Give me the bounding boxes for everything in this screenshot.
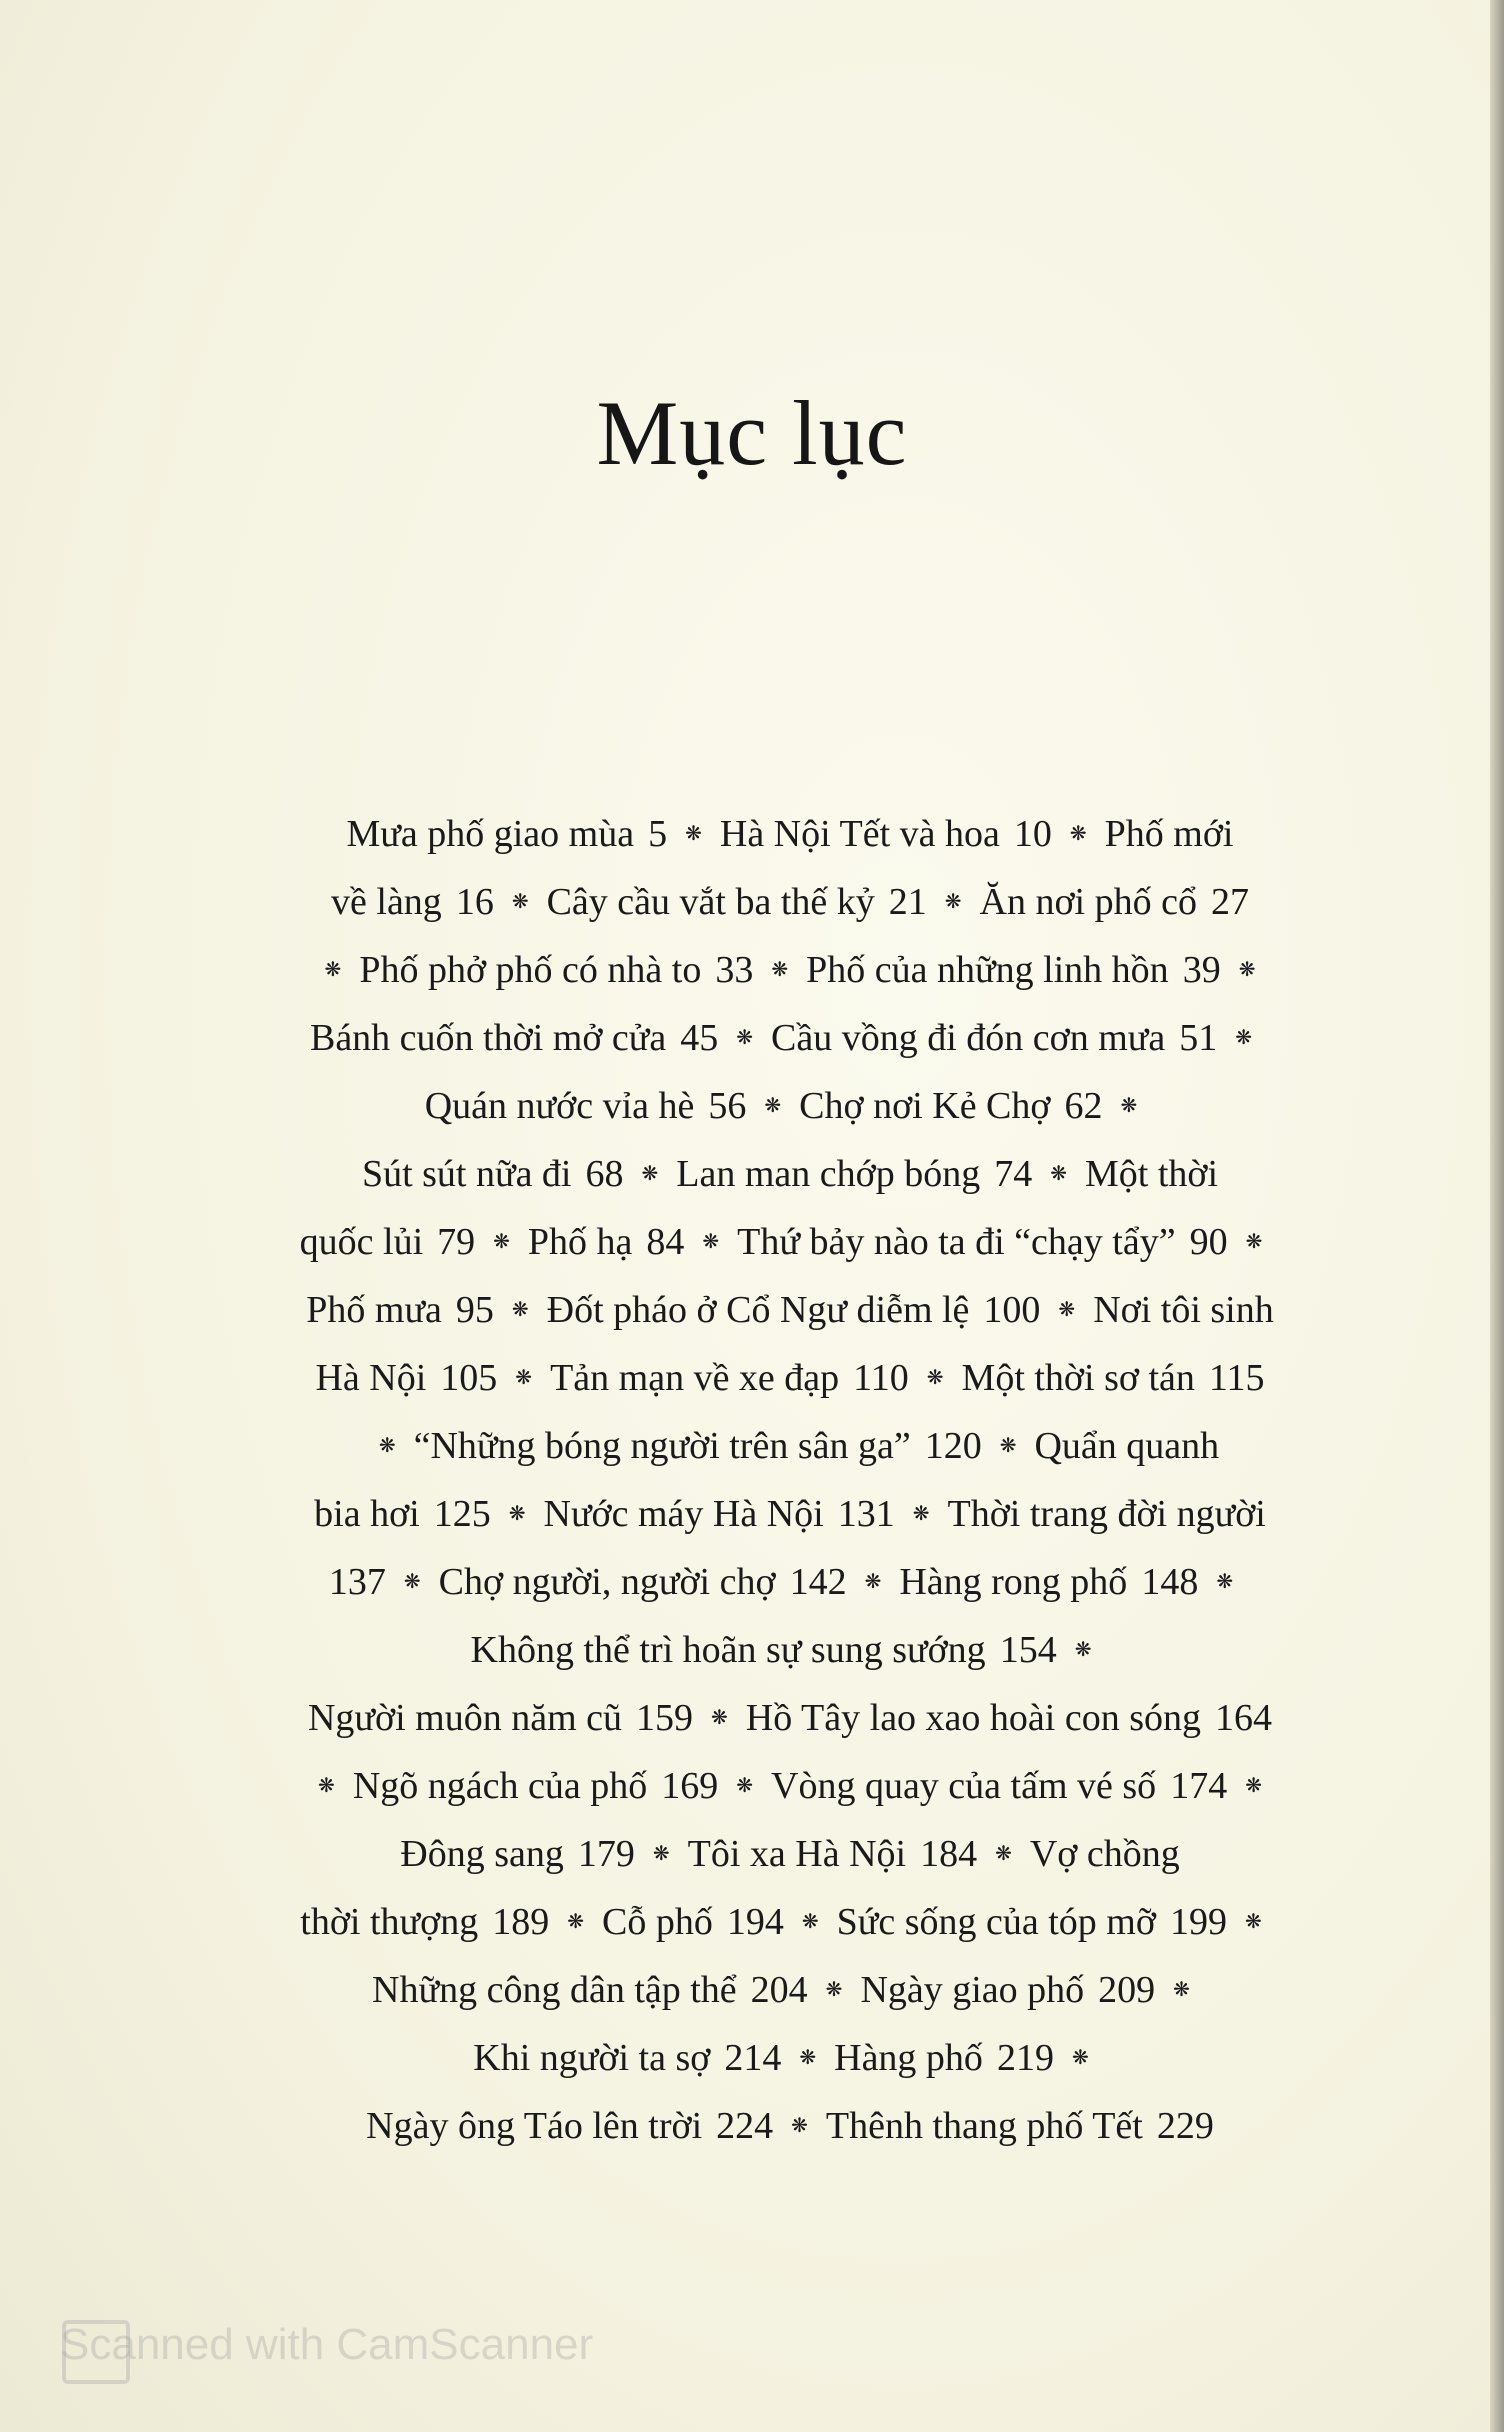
toc-entry-title: Phố mới bbox=[1104, 813, 1234, 855]
toc-entry-title: Hà Nội bbox=[315, 1357, 427, 1399]
bullet-separator-icon: ❋ bbox=[1216, 1571, 1234, 1593]
toc-entry-title: Vòng quay của tấm vé số bbox=[771, 1765, 1157, 1807]
bullet-separator-icon: ❋ bbox=[641, 1163, 659, 1185]
toc-entry-title: Lan man chớp bóng bbox=[676, 1153, 981, 1195]
bullet-separator-icon: ❋ bbox=[736, 1027, 754, 1049]
toc-page-number: 209 bbox=[1098, 1969, 1156, 2011]
toc-page-number: 142 bbox=[789, 1561, 847, 1603]
toc-page-number: 110 bbox=[853, 1357, 909, 1399]
toc-page-number: 179 bbox=[577, 1833, 635, 1875]
toc-page-number: 10 bbox=[1013, 813, 1052, 855]
toc-line bbox=[200, 1004, 1380, 1072]
page-edge bbox=[1490, 0, 1504, 2432]
toc-line bbox=[200, 1072, 1380, 1140]
toc-entry-title: Ngày giao phố bbox=[860, 1969, 1085, 2011]
toc-entry-title: Hà Nội Tết và hoa bbox=[719, 813, 1000, 855]
toc-page-number: 169 bbox=[661, 1765, 719, 1807]
toc-entry-title: Tôi xa Hà Nội bbox=[687, 1833, 907, 1875]
toc-entry-title: Quẩn quanh bbox=[1034, 1425, 1220, 1467]
toc-page-number: 79 bbox=[437, 1221, 476, 1263]
toc-entry-title: Phố hạ bbox=[527, 1221, 633, 1263]
toc-page-number: 125 bbox=[433, 1493, 491, 1535]
bullet-separator-icon: ❋ bbox=[799, 2047, 817, 2069]
scanner-watermark: Scanned with CamScanner bbox=[60, 2320, 594, 2369]
bullet-separator-icon: ❋ bbox=[493, 1231, 510, 1253]
toc-entry-title: Hàng rong phố bbox=[899, 1561, 1128, 1603]
bullet-separator-icon: ❋ bbox=[515, 1367, 533, 1389]
toc-entry-title: “Những bóng người trên sân ga” bbox=[413, 1425, 911, 1467]
toc-entry-title: Ngõ ngách của phố bbox=[352, 1765, 648, 1807]
toc-line bbox=[200, 1140, 1380, 1208]
toc-entry-title: Cây cầu vắt ba thế kỷ bbox=[546, 881, 875, 923]
bullet-separator-icon: ❋ bbox=[825, 1979, 843, 2001]
toc-page-number: 148 bbox=[1141, 1561, 1199, 1603]
toc-line bbox=[200, 1752, 1380, 1820]
toc-page-number: 159 bbox=[636, 1697, 694, 1739]
toc-page-number: 219 bbox=[996, 2037, 1054, 2079]
toc-entry-title: Cỗ phố bbox=[602, 1901, 713, 1943]
toc-entry-title: Phố mưa bbox=[306, 1289, 442, 1331]
bullet-separator-icon: ❋ bbox=[567, 1911, 584, 1933]
bullet-separator-icon: ❋ bbox=[1245, 1775, 1262, 1797]
toc-entry-title: Bánh cuốn thời mở cửa bbox=[309, 1017, 667, 1059]
toc-line bbox=[200, 1956, 1380, 2024]
toc-entry-title: Không thể trì hoãn sự sung sướng bbox=[470, 1629, 986, 1671]
toc-entry-title: Tản mạn về xe đạp bbox=[550, 1357, 840, 1399]
bullet-separator-icon: ❋ bbox=[764, 1095, 782, 1117]
bullet-separator-icon: ❋ bbox=[771, 959, 789, 981]
bullet-separator-icon: ❋ bbox=[511, 1299, 529, 1321]
toc-entry-title: Sút sút nữa đi bbox=[361, 1153, 572, 1195]
bullet-separator-icon: ❋ bbox=[999, 1435, 1017, 1457]
bullet-separator-icon: ❋ bbox=[702, 1231, 720, 1253]
bullet-separator-icon: ❋ bbox=[801, 1911, 819, 1933]
toc-page-number: 120 bbox=[924, 1425, 982, 1467]
bullet-separator-icon: ❋ bbox=[511, 891, 529, 913]
toc-entry-title: thời thượng bbox=[300, 1901, 479, 1943]
toc-line bbox=[200, 1208, 1380, 1276]
toc-entry-title: Thời trang đời người bbox=[947, 1493, 1266, 1535]
toc-page-number: 100 bbox=[983, 1289, 1041, 1331]
toc-entry-title: Những công dân tập thể bbox=[372, 1969, 737, 2011]
toc-entry-title: Một thời sơ tán bbox=[961, 1357, 1195, 1399]
toc-page-number: 154 bbox=[999, 1629, 1057, 1671]
toc-entry-title: Thênh thang phố Tết bbox=[825, 2105, 1143, 2147]
toc-page-number: 184 bbox=[920, 1833, 978, 1875]
toc-entry-title: Thứ bảy nào ta đi “chạy tẩy” bbox=[737, 1221, 1176, 1263]
toc-entry-title: Hồ Tây lao xao hoài con sóng bbox=[745, 1697, 1201, 1739]
bullet-separator-icon: ❋ bbox=[1071, 2047, 1089, 2069]
toc-page-number: 16 bbox=[455, 881, 494, 923]
toc-page-number: 199 bbox=[1169, 1901, 1227, 1943]
toc-entry-title: Một thời bbox=[1085, 1153, 1219, 1195]
toc-entry-title: Mưa phố giao mùa bbox=[346, 813, 635, 855]
toc-entry-title: Nước máy Hà Nội bbox=[543, 1493, 824, 1535]
toc-entry-title: Vợ chồng bbox=[1029, 1833, 1180, 1875]
toc-entry-title: Chợ người, người chợ bbox=[438, 1561, 776, 1603]
toc-line bbox=[200, 800, 1380, 868]
page-title: Mục lục bbox=[596, 382, 908, 484]
toc-line bbox=[200, 1888, 1380, 1956]
toc-page-number: 214 bbox=[724, 2037, 782, 2079]
bullet-separator-icon: ❋ bbox=[864, 1571, 882, 1593]
toc-page-number: 56 bbox=[708, 1085, 747, 1127]
toc-page-number: 84 bbox=[646, 1221, 685, 1263]
toc-entry-title: Người muôn năm cũ bbox=[307, 1697, 623, 1739]
toc-line bbox=[200, 2092, 1380, 2160]
toc-page-number: 33 bbox=[715, 949, 754, 991]
toc-page-number: 189 bbox=[492, 1901, 550, 1943]
toc-page-number: 68 bbox=[585, 1153, 624, 1195]
bullet-separator-icon: ❋ bbox=[1074, 1639, 1092, 1661]
toc-entry-title: Chợ nơi Kẻ Chợ bbox=[799, 1085, 1051, 1127]
toc-entry-title: Ăn nơi phố cổ bbox=[979, 881, 1197, 923]
bullet-separator-icon: ❋ bbox=[652, 1843, 670, 1865]
bullet-separator-icon: ❋ bbox=[1050, 1163, 1067, 1185]
toc-page-number: 62 bbox=[1064, 1085, 1103, 1127]
toc-line bbox=[200, 2024, 1380, 2092]
bullet-separator-icon: ❋ bbox=[944, 891, 962, 913]
toc-entry-title: Ngày ông Táo lên trời bbox=[366, 2105, 703, 2147]
toc-page-number: 174 bbox=[1170, 1765, 1228, 1807]
toc-entry-title: quốc lủi bbox=[299, 1221, 424, 1263]
toc-entry-title: Sức sống của tóp mỡ bbox=[836, 1901, 1156, 1943]
bullet-separator-icon: ❋ bbox=[926, 1367, 944, 1389]
toc-entry-title: Quán nước vỉa hè bbox=[424, 1085, 695, 1127]
toc-page-number: 95 bbox=[455, 1289, 494, 1331]
bullet-separator-icon: ❋ bbox=[736, 1775, 753, 1797]
toc-entry-title: Hàng phố bbox=[834, 2037, 983, 2079]
toc-page-number: 27 bbox=[1210, 881, 1249, 923]
toc-entry-title: bia hơi bbox=[314, 1493, 420, 1535]
bullet-separator-icon: ❋ bbox=[1235, 1027, 1253, 1049]
toc-page-number: 164 bbox=[1215, 1697, 1272, 1739]
bullet-separator-icon: ❋ bbox=[912, 1503, 930, 1525]
toc-page-number: 105 bbox=[440, 1357, 498, 1399]
toc-page-number: 224 bbox=[716, 2105, 774, 2147]
toc-page-number: 51 bbox=[1179, 1017, 1218, 1059]
toc-entry-title: Phố phở phố có nhà to bbox=[359, 949, 702, 991]
toc-line bbox=[200, 1344, 1380, 1412]
toc-line bbox=[200, 936, 1380, 1004]
toc-line bbox=[200, 1412, 1380, 1480]
bullet-separator-icon: ❋ bbox=[318, 1775, 335, 1797]
toc-page-number: 39 bbox=[1182, 949, 1221, 991]
bullet-separator-icon: ❋ bbox=[378, 1435, 396, 1457]
toc-page-number: 115 bbox=[1208, 1357, 1265, 1399]
table-of-contents bbox=[200, 800, 1380, 2160]
toc-page-number: 5 bbox=[648, 813, 668, 855]
bullet-separator-icon: ❋ bbox=[685, 823, 702, 845]
toc-line bbox=[200, 1684, 1380, 1752]
bullet-separator-icon: ❋ bbox=[1069, 823, 1087, 845]
toc-page-number: 45 bbox=[680, 1017, 719, 1059]
bullet-separator-icon: ❋ bbox=[324, 959, 342, 981]
toc-entry-title: Đông sang bbox=[400, 1833, 564, 1875]
toc-line bbox=[200, 1616, 1380, 1684]
toc-entry-title: Đốt pháo ở Cổ Ngư diễm lệ bbox=[546, 1289, 970, 1331]
bullet-separator-icon: ❋ bbox=[1058, 1299, 1076, 1321]
bullet-separator-icon: ❋ bbox=[1238, 959, 1256, 981]
bullet-separator-icon: ❋ bbox=[791, 2115, 808, 2137]
toc-entry-title: Khi người ta sợ bbox=[473, 2037, 711, 2079]
toc-line bbox=[200, 1548, 1380, 1616]
toc-entry-title: về làng bbox=[331, 881, 442, 923]
toc-page-number: 90 bbox=[1189, 1221, 1228, 1263]
toc-entry-title: Cầu vồng đi đón cơn mưa bbox=[771, 1017, 1166, 1059]
bullet-separator-icon: ❋ bbox=[1245, 1231, 1263, 1253]
toc-page-number: 204 bbox=[750, 1969, 808, 2011]
toc-line bbox=[200, 868, 1380, 936]
toc-entry-title: Nơi tôi sinh bbox=[1093, 1289, 1274, 1331]
toc-page-number: 131 bbox=[837, 1493, 895, 1535]
toc-page-number: 194 bbox=[726, 1901, 784, 1943]
toc-page-number: 229 bbox=[1156, 2105, 1214, 2147]
bullet-separator-icon: ❋ bbox=[1120, 1095, 1138, 1117]
toc-page-number: 74 bbox=[994, 1153, 1033, 1195]
bullet-separator-icon: ❋ bbox=[1244, 1911, 1262, 1933]
toc-line bbox=[200, 1480, 1380, 1548]
toc-page-number: 137 bbox=[328, 1561, 386, 1603]
toc-entry-title: Phố của những linh hồn bbox=[806, 949, 1169, 991]
bullet-separator-icon: ❋ bbox=[1173, 1979, 1190, 2001]
toc-line bbox=[200, 1820, 1380, 1888]
bullet-separator-icon: ❋ bbox=[403, 1571, 421, 1593]
bullet-separator-icon: ❋ bbox=[995, 1843, 1012, 1865]
toc-line bbox=[200, 1276, 1380, 1344]
toc-page-number: 21 bbox=[888, 881, 927, 923]
bullet-separator-icon: ❋ bbox=[508, 1503, 526, 1525]
bullet-separator-icon: ❋ bbox=[711, 1707, 728, 1729]
